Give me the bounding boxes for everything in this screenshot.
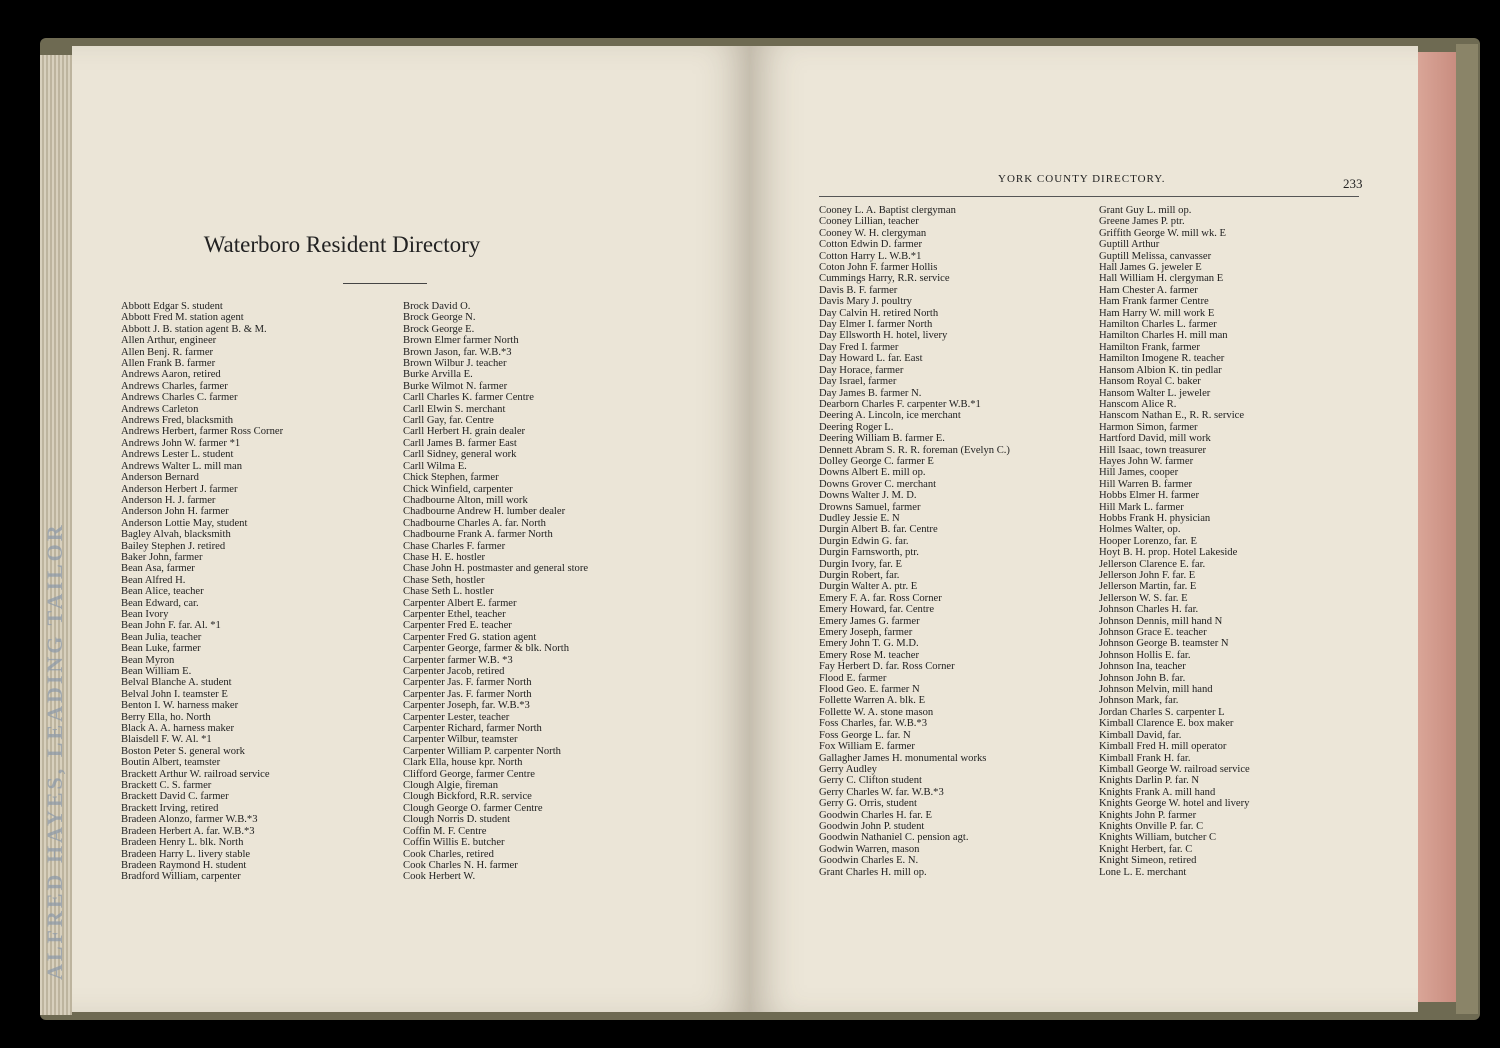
directory-entry: Deering A. Lincoln, ice merchant xyxy=(819,410,961,422)
directory-entry: Brown Wilbur J. teacher xyxy=(403,358,507,370)
directory-entry: Day Calvin H. retired North xyxy=(819,307,939,319)
directory-entry: Hamilton Charles H. mill man xyxy=(1099,330,1228,342)
directory-entry: Carpenter Lester, teacher xyxy=(403,711,510,723)
directory-entry: Emery F. A. far. Ross Corner xyxy=(819,592,942,604)
directory-entry: Jellerson John F. far. E xyxy=(1099,570,1196,581)
directory-entry: Burke Arvilla E. xyxy=(403,369,473,381)
directory-entry: Allen Frank B. farmer xyxy=(121,358,216,370)
directory-entry: Allen Benj. R. farmer xyxy=(121,346,214,358)
directory-entry: Brock David O. xyxy=(403,301,471,312)
directory-entry: Davis Mary J. poultry xyxy=(819,296,912,308)
directory-entry: Hooper Lorenzo, far. E xyxy=(1099,535,1197,547)
directory-entry: Day Israel, farmer xyxy=(819,376,897,388)
directory-entry: Hoyt B. H. prop. Hotel Lakeside xyxy=(1099,547,1238,559)
directory-entry: Brock George N. xyxy=(403,312,476,324)
directory-entry: Chadbourne Andrew H. lumber dealer xyxy=(403,506,566,518)
directory-entry: Carpenter Joseph, far. W.B.*3 xyxy=(403,700,530,712)
directory-entry: Kimball David, far. xyxy=(1099,729,1182,741)
directory-entry: Durgin Albert B. far. Centre xyxy=(819,524,938,536)
directory-column-4 xyxy=(1099,205,1250,878)
directory-entry: Carll Herbert H. grain dealer xyxy=(403,426,526,438)
directory-entry: Durgin Robert, far. xyxy=(819,570,900,581)
directory-entry: Carll Gay, far. Centre xyxy=(403,415,494,427)
directory-entry: Knights George W. hotel and livery xyxy=(1099,798,1250,810)
directory-entry: Hamilton Imogene R. teacher xyxy=(1099,353,1225,365)
directory-entry: Hansom Walter L. jeweler xyxy=(1099,387,1211,399)
directory-entry: Chadbourne Frank A. farmer North xyxy=(403,529,553,541)
directory-entry: Bradeen Raymond H. student xyxy=(121,859,247,871)
directory-entry: Johnson Grace E. teacher xyxy=(1099,627,1207,639)
directory-entry: Bean Julia, teacher xyxy=(121,631,202,643)
directory-entry: Knights William, butcher C xyxy=(1099,832,1217,844)
directory-entry: Chadbourne Charles A. far. North xyxy=(403,517,546,529)
directory-entry: Boston Peter S. general work xyxy=(121,745,245,757)
directory-entry: Carpenter Fred G. station agent xyxy=(403,631,537,643)
directory-entry: Carpenter Richard, farmer North xyxy=(403,723,542,735)
directory-entry: Carpenter William P. carpenter North xyxy=(403,745,561,757)
directory-entry: Durgin Edwin G. far. xyxy=(819,535,909,547)
directory-entry: Knight Herbert, far. C xyxy=(1099,843,1193,855)
directory-entry: Coffin M. F. Centre xyxy=(403,825,487,837)
directory-entry: Dudley Jessie E. N xyxy=(819,512,900,524)
directory-entry: Black A. A. harness maker xyxy=(121,723,234,735)
directory-entry: Chase Seth L. hostler xyxy=(403,586,494,598)
directory-entry: Hansom Royal C. baker xyxy=(1099,376,1201,388)
directory-entry: Deering William B. farmer E. xyxy=(819,433,945,445)
directory-entry: Goodwin Nathaniel C. pension agt. xyxy=(819,832,969,844)
directory-entry: Anderson John H. farmer xyxy=(121,506,229,518)
directory-entry: Flood Geo. E. farmer N xyxy=(819,684,920,696)
directory-entry: Downs Grover C. merchant xyxy=(819,478,937,490)
directory-entry: Johnson Hollis E. far. xyxy=(1099,649,1191,661)
directory-entry: Brock George E. xyxy=(403,323,475,335)
directory-entry: Dolley George C. farmer E xyxy=(819,455,934,467)
directory-entry: Durgin Walter A. ptr. E xyxy=(819,581,918,593)
directory-entry: Drowns Samuel, farmer xyxy=(819,501,921,513)
directory-entry: Cooney Lillian, teacher xyxy=(819,216,919,228)
directory-entry: Chase John H. postmaster and general store xyxy=(403,563,589,575)
directory-entry: Hamilton Frank, farmer xyxy=(1099,341,1200,353)
back-cover-edge xyxy=(1456,44,1478,1014)
directory-entry: Chase H. E. hostler xyxy=(403,551,486,563)
directory-entry: Grant Guy L. mill op. xyxy=(1099,205,1192,216)
directory-entry: Bradeen Henry L. blk. North xyxy=(121,837,244,849)
directory-entry: Cummings Harry, R.R. service xyxy=(819,273,950,285)
directory-entry: Andrews Charles, farmer xyxy=(121,380,228,392)
directory-entry: Carpenter Albert E. farmer xyxy=(403,597,517,609)
directory-entry: Cotton Edwin D. farmer xyxy=(819,239,922,251)
directory-entry: Emery John T. G. M.D. xyxy=(819,638,919,650)
directory-entry: Harmon Simon, farmer xyxy=(1099,421,1198,433)
directory-entry: Durgin Ivory, far. E xyxy=(819,558,902,570)
directory-column-2 xyxy=(403,301,588,883)
directory-column-3 xyxy=(819,205,1010,878)
directory-entry: Carll Sidney, general work xyxy=(403,449,517,461)
directory-entry: Knights Frank A. mill hand xyxy=(1099,786,1216,798)
directory-entry: Hanscom Alice R. xyxy=(1099,398,1177,410)
directory-entry: Brackett Arthur W. railroad service xyxy=(121,768,270,780)
directory-entry: Knight Simeon, retired xyxy=(1099,855,1197,867)
directory-entry: Foss George L. far. N xyxy=(819,729,911,741)
directory-entry: Hall James G. jeweler E xyxy=(1099,262,1202,274)
directory-entry: Dearborn Charles F. carpenter W.B.*1 xyxy=(819,398,981,410)
directory-entry: Clifford George, farmer Centre xyxy=(403,768,535,780)
directory-entry: Durgin Farnsworth, ptr. xyxy=(819,547,919,559)
directory-entry: Brackett Irving, retired xyxy=(121,802,219,814)
directory-entry: Carpenter farmer W.B. *3 xyxy=(403,654,513,666)
pink-page-edges xyxy=(1418,52,1456,1002)
directory-entry: Burke Wilmot N. farmer xyxy=(403,380,508,392)
directory-entry: Hartford David, mill work xyxy=(1099,433,1211,445)
directory-entry: Coffin Willis E. butcher xyxy=(403,837,505,849)
directory-entry: Grant Charles H. mill op. xyxy=(819,866,927,878)
directory-entry: Johnson Dennis, mill hand N xyxy=(1099,615,1223,627)
directory-entry: Gallagher James H. monumental works xyxy=(819,752,987,764)
directory-entry: Brackett David C. farmer xyxy=(121,791,229,803)
directory-entry: Chick Winfield, carpenter xyxy=(403,483,513,495)
directory-entry: Day Howard L. far. East xyxy=(819,353,923,365)
directory-entry: Guptill Arthur xyxy=(1099,239,1160,251)
directory-entry: Andrews Lester L. student xyxy=(121,449,234,461)
directory-entry: Holmes Walter, op. xyxy=(1099,524,1181,536)
directory-entry: Davis B. F. farmer xyxy=(819,284,898,296)
directory-entry: Bradeen Herbert A. far. W.B.*3 xyxy=(121,825,255,837)
directory-entry: Knights Onville P. far. C xyxy=(1099,820,1204,832)
directory-entry: Hanscom Nathan E., R. R. service xyxy=(1099,410,1245,422)
directory-entry: Johnson Mark, far. xyxy=(1099,695,1179,707)
spine-imprint: ALFRED HAYES, LEADING TAILOR xyxy=(42,522,67,980)
directory-entry: Jellerson Martin, far. E xyxy=(1099,581,1197,593)
directory-entry: Belval Blanche A. student xyxy=(121,677,232,689)
directory-entry: Anderson H. J. farmer xyxy=(121,494,216,506)
page-number: 233 xyxy=(1343,176,1363,191)
directory-entry: Cook Charles, retired xyxy=(403,848,494,860)
directory-entry: Cotton Harry L. W.B.*1 xyxy=(819,250,922,262)
directory-entry: Bradeen Harry L. livery stable xyxy=(121,848,251,860)
directory-entry: Hall William H. clergyman E xyxy=(1099,273,1224,285)
directory-entry: Knights Darlin P. far. N xyxy=(1099,775,1200,787)
directory-entry: Andrews Aaron, retired xyxy=(121,369,221,381)
directory-entry: Hayes John W. farmer xyxy=(1099,455,1194,467)
directory-entry: Kimball Clarence E. box maker xyxy=(1099,718,1234,730)
directory-entry: Godwin Warren, mason xyxy=(819,843,920,855)
directory-entry: Johnson George B. teamster N xyxy=(1099,638,1229,650)
directory-entry: Carll James B. farmer East xyxy=(403,437,517,449)
directory-entry: Gerry Charles W. far. W.B.*3 xyxy=(819,786,944,798)
directory-entry: Carpenter Jacob, retired xyxy=(403,666,505,677)
directory-entry: Andrews Walter L. mill man xyxy=(121,460,243,472)
directory-entry: Deering Roger L. xyxy=(819,421,894,433)
title-rule xyxy=(343,283,427,284)
directory-entry: Andrews Herbert, farmer Ross Corner xyxy=(121,426,284,438)
directory-entry: Cook Charles N. H. farmer xyxy=(403,859,518,871)
directory-entry: Ham Frank farmer Centre xyxy=(1099,296,1209,308)
directory-entry: Allen Arthur, engineer xyxy=(121,335,217,347)
directory-entry: Chase Charles F. farmer xyxy=(403,540,506,552)
directory-entry: Bean Ivory xyxy=(121,608,169,620)
directory-entry: Downs Albert E. mill op. xyxy=(819,467,926,479)
directory-entry: Cooney L. A. Baptist clergyman xyxy=(819,205,956,216)
directory-entry: Clough Algie, fireman xyxy=(403,780,499,792)
directory-entry: Emery James G. farmer xyxy=(819,615,920,627)
directory-entry: Bean John F. far. Al. *1 xyxy=(121,620,221,632)
directory-entry: Berry Ella, ho. North xyxy=(121,711,211,723)
directory-entry: Johnson Charles H. far. xyxy=(1099,604,1199,616)
directory-entry: Goodwin John P. student xyxy=(819,820,925,832)
directory-entry: Clough George O. farmer Centre xyxy=(403,802,543,814)
directory-entry: Bradford William, carpenter xyxy=(121,871,241,883)
directory-entry: Coton John F. farmer Hollis xyxy=(819,262,938,274)
directory-entry: Day Elmer I. farmer North xyxy=(819,319,933,331)
directory-entry: Ham Harry W. mill work E xyxy=(1099,307,1215,319)
directory-entry: Foss Charles, far. W.B.*3 xyxy=(819,718,928,730)
directory-entry: Hill James, cooper xyxy=(1099,467,1179,479)
directory-entry: Emery Rose M. teacher xyxy=(819,649,920,661)
directory-entry: Abbott Fred M. station agent xyxy=(121,312,244,324)
directory-entry: Hansom Albion K. tin pedlar xyxy=(1099,364,1222,376)
directory-entry: Hill Mark L. farmer xyxy=(1099,501,1184,513)
directory-entry: Day Ellsworth H. hotel, livery xyxy=(819,330,948,342)
directory-entry: Flood E. farmer xyxy=(819,672,887,684)
directory-entry: Hobbs Frank H. physician xyxy=(1099,512,1211,524)
directory-entry: Anderson Herbert J. farmer xyxy=(121,483,238,495)
directory-entry: Gerry G. Orris, student xyxy=(819,798,917,810)
directory-entry: Jellerson W. S. far. E xyxy=(1099,592,1188,604)
directory-entry: Goodwin Charles E. N. xyxy=(819,855,919,867)
directory-entry: Day Fred I. farmer xyxy=(819,341,899,353)
directory-entry: Baker John, farmer xyxy=(121,551,203,563)
directory-entry: Cook Herbert W. xyxy=(403,871,476,883)
directory-entry: Bean Luke, farmer xyxy=(121,643,201,655)
directory-entry: Lone L. E. merchant xyxy=(1099,866,1187,878)
directory-entry: Abbott Edgar S. student xyxy=(121,301,223,312)
directory-entry: Blaisdell F. W. Al. *1 xyxy=(121,734,212,746)
directory-entry: Carpenter Ethel, teacher xyxy=(403,608,506,620)
directory-entry: Boutin Albert, teamster xyxy=(121,757,221,769)
directory-entry: Brackett C. S. farmer xyxy=(121,780,212,792)
directory-entry: Jellerson Clarence E. far. xyxy=(1099,558,1206,570)
directory-entry: Anderson Bernard xyxy=(121,472,199,484)
directory-entry: Clough Bickford, R.R. service xyxy=(403,791,532,803)
directory-entry: Follette Warren A. blk. E xyxy=(819,695,926,707)
directory-entry: Clough Norris D. student xyxy=(403,814,511,826)
directory-entry: Bradeen Alonzo, farmer W.B.*3 xyxy=(121,814,258,826)
directory-entry: Cooney W. H. clergyman xyxy=(819,227,927,239)
directory-entry: Carpenter Fred E. teacher xyxy=(403,620,512,632)
directory-entry: Andrews Charles C. farmer xyxy=(121,392,238,404)
directory-entry: Kimball Frank H. far. xyxy=(1099,752,1191,764)
directory-entry: Griffith George W. mill wk. E xyxy=(1099,227,1227,239)
directory-entry: Chadbourne Alton, mill work xyxy=(403,494,528,506)
directory-entry: Fay Herbert D. far. Ross Corner xyxy=(819,661,955,673)
directory-entry: Kimball George W. railroad service xyxy=(1099,763,1250,775)
directory-entry: Hill Warren B. farmer xyxy=(1099,478,1193,490)
directory-entry: Johnson Melvin, mill hand xyxy=(1099,684,1213,696)
directory-entry: Carpenter Jas. F. farmer North xyxy=(403,677,532,689)
directory-entry: Bean Alfred H. xyxy=(121,574,186,586)
directory-entry: Gerry Audley xyxy=(819,763,877,775)
directory-entry: Johnson Ina, teacher xyxy=(1099,661,1186,673)
directory-entry: Brown Elmer farmer North xyxy=(403,335,519,347)
directory-entry: Knights John P. farmer xyxy=(1099,809,1197,821)
directory-entry: Hill Isaac, town treasurer xyxy=(1099,444,1207,456)
directory-entry: Fox William E. farmer xyxy=(819,741,915,753)
header-rule xyxy=(819,196,1359,197)
directory-entry: Emery Howard, far. Centre xyxy=(819,604,935,616)
directory-entry: Chick Stephen, farmer xyxy=(403,472,499,484)
directory-entry: Day Horace, farmer xyxy=(819,364,904,376)
directory-entry: Clark Ella, house kpr. North xyxy=(403,757,523,769)
directory-entry: Kimball Fred H. mill operator xyxy=(1099,741,1227,753)
directory-entry: Bean Myron xyxy=(121,654,175,666)
page-title: Waterboro Resident Directory xyxy=(203,232,481,257)
directory-entry: Andrews John W. farmer *1 xyxy=(121,437,241,449)
directory-entry: Carll Wilma E. xyxy=(403,460,467,472)
directory-entry: Bailey Stephen J. retired xyxy=(121,540,226,552)
directory-entry: Day James B. farmer N. xyxy=(819,387,922,399)
running-head: YORK COUNTY DIRECTORY. xyxy=(998,173,1166,185)
directory-entry: Bean Edward, car. xyxy=(121,597,199,609)
directory-entry: Carpenter George, farmer & blk. North xyxy=(403,643,570,655)
directory-entry: Bagley Alvah, blacksmith xyxy=(121,529,231,541)
directory-entry: Dennett Abram S. R. R. foreman (Evelyn C.) xyxy=(819,444,1010,456)
directory-entry: Greene James P. ptr. xyxy=(1099,216,1185,228)
directory-entry: Belval John I. teamster E xyxy=(121,688,228,700)
directory-entry: Carpenter Jas. F. farmer North xyxy=(403,688,532,700)
directory-entry: Benton I. W. harness maker xyxy=(121,700,239,712)
directory-entry: Andrews Carleton xyxy=(121,403,199,415)
directory-entry: Brown Jason, far. W.B.*3 xyxy=(403,346,512,358)
directory-entry: Anderson Lottie May, student xyxy=(121,517,248,529)
directory-entry: Chase Seth, hostler xyxy=(403,574,485,586)
directory-entry: Hamilton Charles L. farmer xyxy=(1099,319,1217,331)
directory-entry: Johnson John B. far. xyxy=(1099,672,1186,684)
directory-entry: Andrews Fred, blacksmith xyxy=(121,415,234,427)
directory-entry: Carll Elwin S. merchant xyxy=(403,403,506,415)
directory-entry: Downs Walter J. M. D. xyxy=(819,490,917,502)
directory-entry: Emery Joseph, farmer xyxy=(819,627,913,639)
directory-column-1 xyxy=(121,301,283,883)
directory-entry: Bean William E. xyxy=(121,666,192,677)
directory-entry: Carpenter Wilbur, teamster xyxy=(403,734,518,746)
directory-entry: Guptill Melissa, canvasser xyxy=(1099,250,1212,262)
directory-entry: Gerry C. Clifton student xyxy=(819,775,922,787)
directory-entry: Bean Asa, farmer xyxy=(121,563,195,575)
directory-entry: Goodwin Charles H. far. E xyxy=(819,809,932,821)
directory-entry: Abbott J. B. station agent B. & M. xyxy=(121,323,267,335)
directory-entry: Carll Charles K. farmer Centre xyxy=(403,392,534,404)
directory-entry: Hobbs Elmer H. farmer xyxy=(1099,490,1200,502)
directory-entry: Bean Alice, teacher xyxy=(121,586,204,598)
directory-entry: Follette W. A. stone mason xyxy=(819,706,934,718)
directory-entry: Jordan Charles S. carpenter L xyxy=(1099,706,1225,718)
directory-entry: Ham Chester A. farmer xyxy=(1099,284,1198,296)
